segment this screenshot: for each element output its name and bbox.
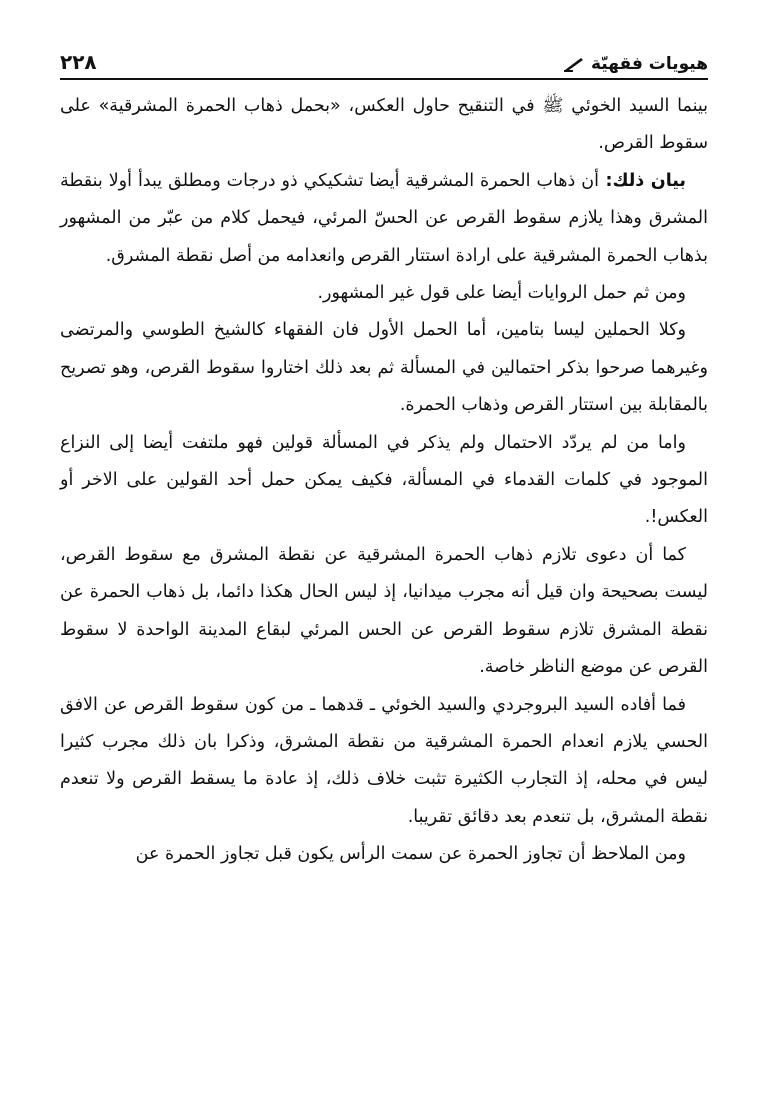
paragraph-text: ومن الملاحظ أن تجاوز الحمرة عن سمت الرأس يكون قبل تجاوز الحمرة عن <box>135 844 686 865</box>
paragraph <box>60 88 708 163</box>
paragraph <box>60 275 708 312</box>
paragraph <box>60 537 708 687</box>
running-title-group <box>563 54 708 74</box>
paragraph-text: واما من لم يردّد الاحتمال ولم يذكر في المسألة قولين فهو ملتفت أيضا إلى النزاع الموجود في كلمات القدماء في المسألة، فكيف يمكن حمل أحد القولين على الاخر أو العكس!. <box>60 432 708 528</box>
paragraph <box>60 312 708 424</box>
page-body <box>60 88 708 874</box>
paragraph <box>60 836 708 873</box>
running-title: هيويات فقهيّة <box>591 54 708 74</box>
paragraph-text: ومن ثم حمل الروايات أيضا على قول غير المشهور. <box>317 283 686 304</box>
paragraph <box>60 163 708 275</box>
paragraph-text: بينما السيد الخوئي ﷺ في التنقيح حاول العكس، «بحمل ذهاب الحمرة المشرقية» على سقوط القرص. <box>60 96 708 154</box>
paragraph-text: أن ذهاب الحمرة المشرقية أيضا تشكيكي ذو درجات ومطلق يبدأ أولا بنقطة المشرق وهذا يلازم سقوط القرص عن الحسّ المرئي، فيحمل كلام من عبّر من المشهور بذهاب الحمرة المشرقية على ارادة استتار القرص وانعدامه من أصل نقطة المشرق. <box>60 170 708 266</box>
page-number: ٢٢٨ <box>60 50 97 74</box>
paragraph <box>60 687 708 837</box>
paragraph-text: كما أن دعوى تلازم ذهاب الحمرة المشرقية عن نقطة المشرق مع سقوط القرص، ليست بصحيحة وان قيل أنه مجرب ميدانيا، إذ ليس الحال هكذا دائما، بل ذهاب الحمرة عن نقطة المشرق تلازم سقوط القرص عن الحس المرئي لبقاع المدينة الواحدة لا سقوط القرص عن موضع الناظر خاصة. <box>60 544 708 678</box>
page-header <box>60 40 708 80</box>
paragraph-text: فما أفاده السيد البروجردي والسيد الخوئي ـ قدهما ـ من كون سقوط القرص عن الافق الحسي يلازم انعدام الحمرة المشرقية من نقطة المشرق، وذكرا بان ذلك مجرب كثيرا ليس في محله، إذ التجارب الكثيرة تثبت خلاف ذلك، إذ عادة ما يسقط القرص ولا تنعدم نقطة المشرق، بل تنعدم بعد دقائق تقريبا. <box>60 694 708 827</box>
quill-icon <box>563 56 585 72</box>
paragraph-text: وكلا الحملين ليسا بتامين، أما الحمل الأول فان الفقهاء كالشيخ الطوسي والمرتضى وغيرهما صرحوا بذكر احتمالين في المسألة ثم بعد ذلك اختاروا سقوط القرص، وهو تصريح بالمقابلة بين استتار القرص وذهاب الحمرة. <box>60 320 708 416</box>
paragraph-lead: بيان ذلك: <box>598 170 686 191</box>
paragraph <box>60 425 708 537</box>
